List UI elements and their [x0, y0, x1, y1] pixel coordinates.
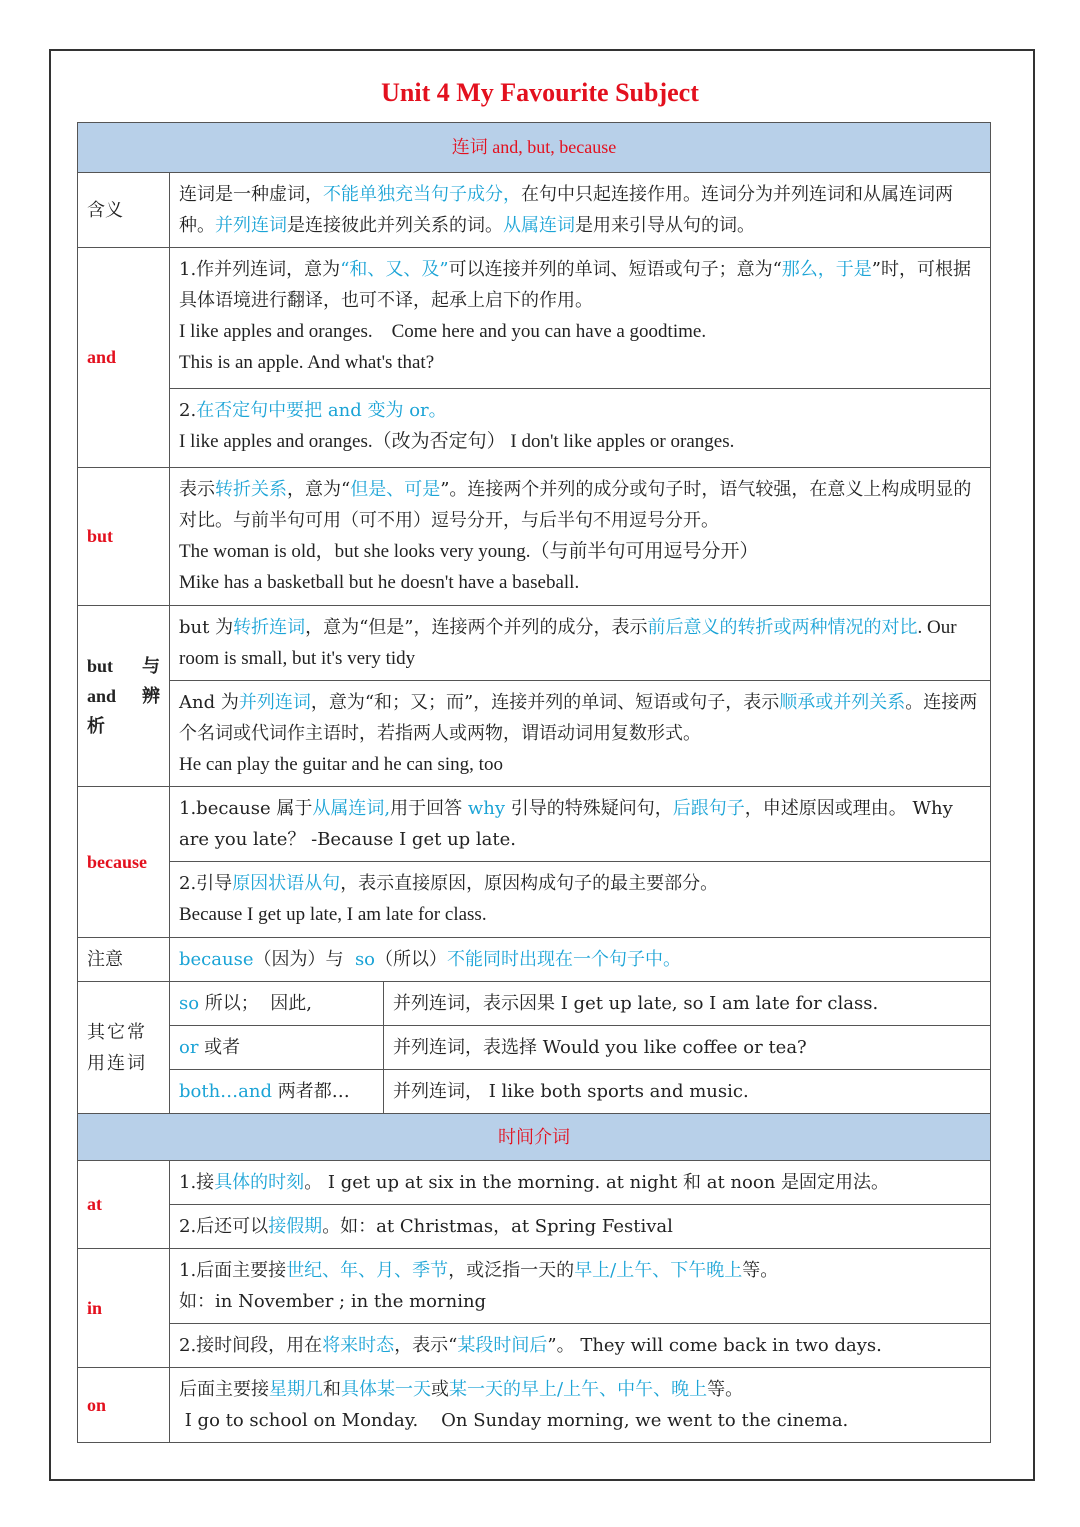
example: I like apples and oranges. Come here and you can have a goodtime. [179, 321, 707, 342]
highlight: 并列连词 [238, 692, 311, 713]
in-usage-1 [170, 1249, 991, 1324]
label-in: in [78, 1249, 170, 1368]
example: He can play the guitar and he can sing, too [179, 754, 503, 775]
example: I go to school on Monday. On Sunday morning, we went to the cinema. [179, 1410, 849, 1431]
and-usage-1 [170, 248, 991, 389]
example: Because I get up late, I am late for class. [179, 904, 487, 925]
highlight: 并列连词 [215, 215, 287, 236]
highlight: 具体某一天 [341, 1379, 431, 1400]
label-because: because [78, 787, 170, 938]
text: 2.接时间段，用在 [179, 1335, 323, 1356]
at-usage-2 [170, 1205, 991, 1249]
example: This is an apple. And what's that? [179, 352, 435, 373]
because-usage-2 [170, 862, 991, 938]
compare-and [170, 681, 991, 787]
text: 2. [179, 400, 197, 421]
other-conj-desc: 并列连词，表示因果 I get up late, so I am late for class. [384, 982, 991, 1026]
and-usage-2 [170, 389, 991, 468]
compare-but [170, 606, 991, 681]
text: 用于回答 [390, 798, 468, 819]
highlight: 前后意义的转折或两种情况的对比 [647, 617, 918, 638]
grammar-table [77, 122, 991, 1443]
highlight: 某段时间后 [457, 1335, 548, 1356]
text: （因为）与 [253, 949, 355, 970]
example: 如：in November ; in the morning [179, 1291, 487, 1312]
text: ”时，可根据具体语境进行翻译，也可不译，起承上启下的作用。 [179, 259, 971, 311]
section-header-conjunctions [78, 123, 991, 173]
text: 是用来引导从句的词。 [575, 215, 755, 236]
highlight: both…and [179, 1081, 273, 1102]
at-usage-1 [170, 1161, 991, 1205]
label-meaning: 含义 [78, 173, 170, 248]
page-title: Unit 4 My Favourite Subject [381, 78, 699, 107]
highlight: 不能单独充当句子成分， [323, 184, 521, 205]
text: 1.作并列连词，意为 [179, 259, 341, 280]
highlight: 在否定句中要把 and 变为 or。 [196, 400, 447, 421]
label-at: at [78, 1161, 170, 1249]
but-usage [170, 468, 991, 606]
text: ，或泛指一天的 [448, 1260, 575, 1281]
other-conj-word [170, 1026, 384, 1070]
highlight: 具体的时刻 [214, 1172, 305, 1193]
label-note: 注意 [78, 938, 170, 982]
on-usage [170, 1368, 991, 1443]
in-usage-2 [170, 1324, 991, 1368]
other-conj-word [170, 982, 384, 1026]
text: 是连接彼此并列关系的词。 [287, 215, 503, 236]
text: 。连接两个名词或代词作主语时，若指两人或两物，谓语动词用复数形式。 [179, 692, 978, 744]
text: ，意为“但是”，连接两个并列的成分，表示 [305, 617, 648, 638]
text: and [87, 686, 117, 706]
text: And 为 [179, 692, 239, 713]
label-and: and [78, 248, 170, 468]
highlight: 某一天的早上/上午、中午、晚上 [449, 1379, 708, 1400]
text: 引导的特殊疑问句， [505, 798, 673, 819]
text: 。如：at Christmas，at Spring Festival [322, 1216, 673, 1237]
text: 表示 [179, 479, 215, 500]
example: I like apples and oranges.（改为否定句） I don't like apples or oranges. [179, 431, 735, 452]
because-usage-1 [170, 787, 991, 862]
highlight: 星期几 [269, 1379, 323, 1400]
text: 1.接 [179, 1172, 215, 1193]
highlight: 后跟句子 [672, 798, 745, 819]
other-conj-word [170, 1070, 384, 1114]
text: 可以连接并列的单词、短语或句子；意为“ [448, 259, 782, 280]
meaning-text [170, 173, 991, 248]
text: 1.后面主要接 [179, 1260, 287, 1281]
text: 2.后还可以 [179, 1216, 269, 1237]
highlight: 不能同时出现在一个句子中。 [447, 949, 682, 970]
text: 2.引导 [179, 873, 233, 894]
text: ，意为“ [287, 479, 351, 500]
text: 析 [87, 716, 105, 736]
highlight: 世纪、年、月、季节 [286, 1260, 449, 1281]
label-but-and-compare [78, 606, 170, 787]
example: Mike has a basketball but he doesn't have a baseball. [179, 572, 580, 593]
highlight: why [467, 798, 506, 819]
highlight: 原因状语从句 [232, 873, 341, 894]
text: 和 [323, 1379, 341, 1400]
text: 后面主要接 [179, 1379, 269, 1400]
highlight: 顺承或并列关系 [779, 692, 906, 713]
text: 在句中只起连接作用。连词分为并列连词和从属连词两种。 [179, 184, 953, 236]
highlight: 从属连词 [503, 215, 575, 236]
section-header-time-prepositions: 时间介词 [78, 1114, 991, 1161]
text: but 为 [179, 617, 234, 638]
highlight: 但是、可是 [350, 479, 441, 500]
text: 与 [142, 656, 160, 676]
highlight: 接假期 [268, 1216, 323, 1237]
text: 1.because 属于 [179, 798, 313, 819]
label-but: but [78, 468, 170, 606]
highlight: so [179, 993, 200, 1014]
text: ”。连接两个并列的成分或句子时，语气较强，在意义上构成明显的对比。与前半句可用（可不用）逗号分开，与后半句不用逗号分开。 [179, 479, 972, 531]
highlight: 从属连词, [312, 798, 391, 819]
label-other-conjunctions: 其它常用连词 [78, 982, 170, 1114]
other-conj-desc: 并列连词，表选择 Would you like coffee or tea? [384, 1026, 991, 1070]
other-conj-desc: 并列连词， I like both sports and music. [384, 1070, 991, 1114]
text: ，表示“ [394, 1335, 458, 1356]
text: 。 I get up at six in the morning. at night 和 at noon 是固定用法。 [304, 1172, 890, 1193]
highlight: because [179, 949, 254, 970]
text: but [87, 656, 114, 676]
text: 等。 [742, 1260, 779, 1281]
highlight: so [354, 949, 376, 970]
text: 两者都… [272, 1081, 350, 1102]
example: The woman is old，but she looks very young.（与前半句可用逗号分开） [179, 541, 759, 562]
text: 等。 [707, 1379, 744, 1400]
highlight: or [179, 1037, 199, 1058]
highlight: 早上/上午、下午晚上 [574, 1260, 743, 1281]
text: 连词是一种虚词， [179, 184, 323, 205]
highlight: 转折关系 [215, 479, 287, 500]
text: ，申述原因或理由。 Why are you late？ -Because I get up late. [179, 798, 953, 850]
text: 或 [431, 1379, 449, 1400]
text: . Our room is small, but it's very tidy [179, 617, 957, 669]
text: 辨 [142, 686, 160, 706]
text: （所以） [375, 949, 448, 970]
text: ，表示直接原因，原因构成句子的最主要部分。 [340, 873, 719, 894]
label-on: on [78, 1368, 170, 1443]
highlight: 那么，于是 [781, 259, 872, 280]
note-text [170, 938, 991, 982]
text: 所以； 因此, [199, 993, 312, 1014]
highlight: “和、又、及” [340, 259, 449, 280]
text: ”。 They will come back in two days. [547, 1335, 882, 1356]
section-title-en: and, but, because [487, 137, 617, 157]
text: 或者 [198, 1037, 241, 1058]
text: ，意为“和；又；而”，连接并列的单词、短语或句子，表示 [310, 692, 780, 713]
highlight: 转折连词 [233, 617, 306, 638]
section-title-cn: 连词 [451, 137, 488, 157]
highlight: 将来时态 [322, 1335, 395, 1356]
